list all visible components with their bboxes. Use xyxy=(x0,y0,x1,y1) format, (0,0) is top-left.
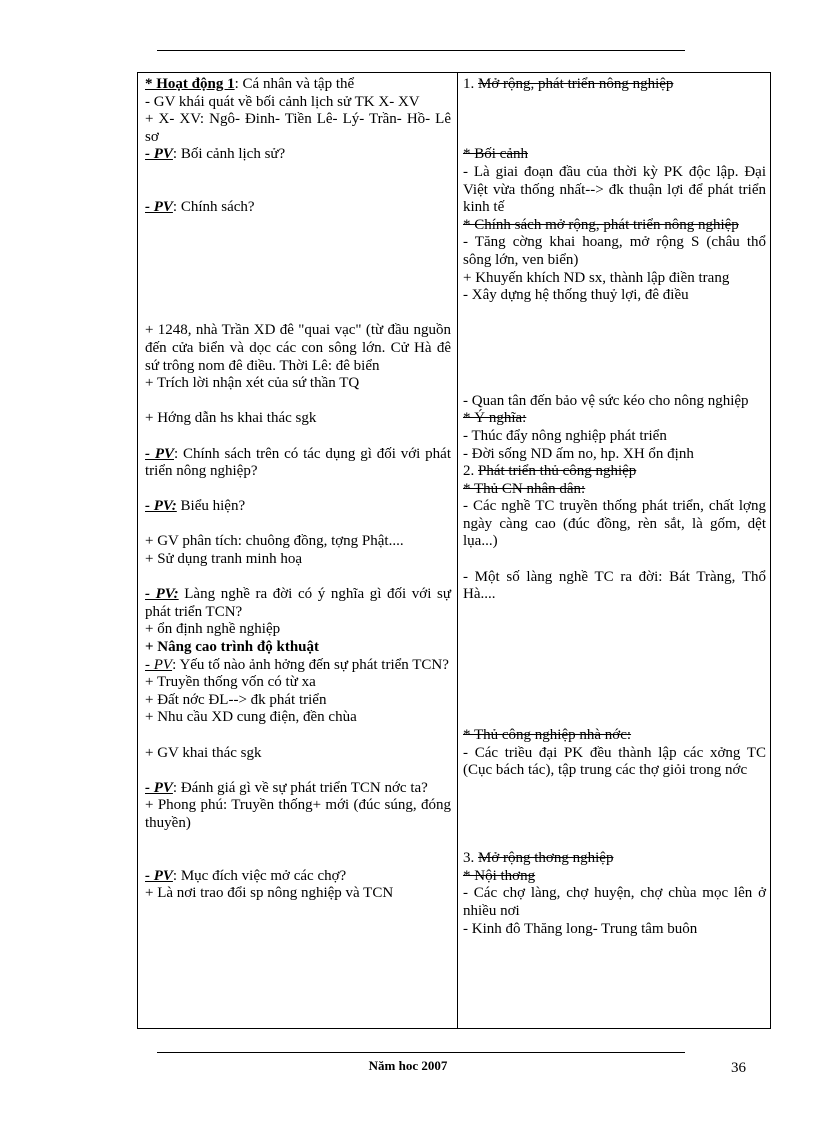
text-line: + Khuyến khích ND sx, thành lập điền trang xyxy=(463,269,730,286)
text-line: - Quan tân đến bảo vệ sức kéo cho nông nghiệp xyxy=(463,392,749,409)
text-line: - Đời sống ND ấm no, hp. XH ổn định xyxy=(463,445,694,462)
section-heading: 3. Mở rộng thơng nghiệp xyxy=(463,850,614,867)
text-line: - Một số làng nghề TC ra đời: Bát Tràng, Thổ Hà.... xyxy=(463,568,766,603)
text-line: - Các nghề TC truyền thống phát triển, chất lợng ngày càng cao (đúc đồng, rèn sắt, là gốm, dệt lụa...) xyxy=(463,498,766,550)
pv-label: - PV xyxy=(145,867,173,884)
content-column xyxy=(463,76,766,938)
pv-label: - PV xyxy=(145,146,173,163)
subheading: * Chính sách mở rộng, phát triển nông nghiệp xyxy=(463,216,739,233)
question: - PV: Làng nghề ra đời có ý nghĩa gì đối với sự phát triển TCN? xyxy=(145,586,451,620)
pv-label: - PV: xyxy=(145,498,177,515)
section-heading: 2. Phát triển thủ công nghiệp xyxy=(463,463,637,480)
text-line: - Là giai đoạn đầu của thời kỳ PK độc lập. Đại Việt vừa thống nhất--> đk thuận lợi để phát triển kinh tế xyxy=(463,163,766,216)
question: - PV: Chính sách trên có tác dụng gì đối với phát triển nông nghiệp? xyxy=(145,445,451,480)
subheading: * Thủ CN nhân dân: xyxy=(463,480,586,497)
text-line: + Nhu cầu XD cung điện, đền chùa xyxy=(145,709,357,726)
subheading: * Bối cảnh xyxy=(463,146,528,163)
text-line: + ổn định nghề nghiệp xyxy=(145,621,281,638)
text-line: + GV khai thác sgk xyxy=(145,744,262,761)
text-line: + Sử dụng tranh minh hoạ xyxy=(145,551,302,568)
subheading: * Ý nghĩa: xyxy=(463,410,527,427)
pv-label: - PV xyxy=(145,199,173,216)
text-line: - Các triều đại PK đều thành lập các xởng TC (Cục bách tác), tập trung các thợ giỏi trong nớc xyxy=(463,744,766,779)
text-line: + Truyền thống vốn có từ xa xyxy=(145,674,316,691)
text-line: - GV khái quát về bối cảnh lịch sử TK X- XV xyxy=(145,93,420,110)
question: - PV: Chính sách? xyxy=(145,199,255,216)
text-line: + Là nơi trao đổi sp nông nghiệp và TCN xyxy=(145,885,394,902)
text-line: - Xây dựng hệ thống thuỷ lợi, đê điều xyxy=(463,287,689,304)
text-line: - Thúc đẩy nông nghiệp phát triển xyxy=(463,427,667,444)
column-divider xyxy=(457,73,458,1028)
text-line: - Kinh đô Thăng long- Trung tâm buôn xyxy=(463,920,698,937)
subheading: * Nội thơng xyxy=(463,867,536,884)
lesson-table xyxy=(137,72,771,1029)
activity-heading: * Hoạt động 1: Cá nhân và tập thể xyxy=(145,76,355,92)
question: - PV: Đánh giá gì về sự phát triển TCN nớc ta? xyxy=(145,779,428,796)
text-line: + X- XV: Ngô- Đinh- Tiền Lê- Lý- Trần- Hồ- Lê sơ xyxy=(145,111,451,145)
text-line: + Trích lời nhận xét của sứ thần TQ xyxy=(145,375,360,392)
pv-label: - PV xyxy=(145,779,173,796)
text-line: + Đất nớc ĐL--> đk phát triển xyxy=(145,691,327,708)
pv-label: - PV: xyxy=(145,586,179,603)
footer-rule xyxy=(157,1052,685,1053)
question: - PV: Bối cảnh lịch sử? xyxy=(145,146,286,163)
subheading: * Thủ công nghiệp nhà nớc: xyxy=(463,727,632,744)
text-line: - Tăng cờng khai hoang, mở rộng S (châu thổ sông lớn, ven biển) xyxy=(463,234,766,268)
teacher-activity-column xyxy=(145,76,451,903)
text-line: + GV phân tích: chuông đồng, tợng Phật.... xyxy=(145,533,404,550)
text-line: + Nâng cao trình độ kthuật xyxy=(145,639,319,656)
question: - PV: Biểu hiện? xyxy=(145,498,246,515)
page-number: 36 xyxy=(731,1060,746,1076)
text-line: - Các chợ làng, chợ huyện, chợ chùa mọc lên ở nhiều nơi xyxy=(463,885,766,919)
pv-label: - PV xyxy=(145,656,173,673)
pv-label: - PV xyxy=(145,445,174,462)
text-line: + Hớng dẫn hs khai thác sgk xyxy=(145,410,317,427)
text-line: + Phong phú: Truyền thống+ mới (đúc súng, đóng thuyền) xyxy=(145,797,451,831)
text-line: + 1248, nhà Trần XD đê "quai vạc" (từ đầu nguồn đến cửa biển và dọc các con sông lớn. Cử Hà đê sứ trông nom đê điều. Thời Lê: đê biển xyxy=(145,322,451,374)
question: - PV: Mục đích việc mở các chợ? xyxy=(145,867,347,884)
question: - PV: Yếu tố nào ảnh hởng đến sự phát triển TCN? xyxy=(145,656,449,673)
section-heading: 1. Mở rộng, phát triển nông nghiệp xyxy=(463,76,674,92)
header-rule xyxy=(157,50,685,51)
footer-year: Năm hoc 2007 xyxy=(368,1058,448,1073)
